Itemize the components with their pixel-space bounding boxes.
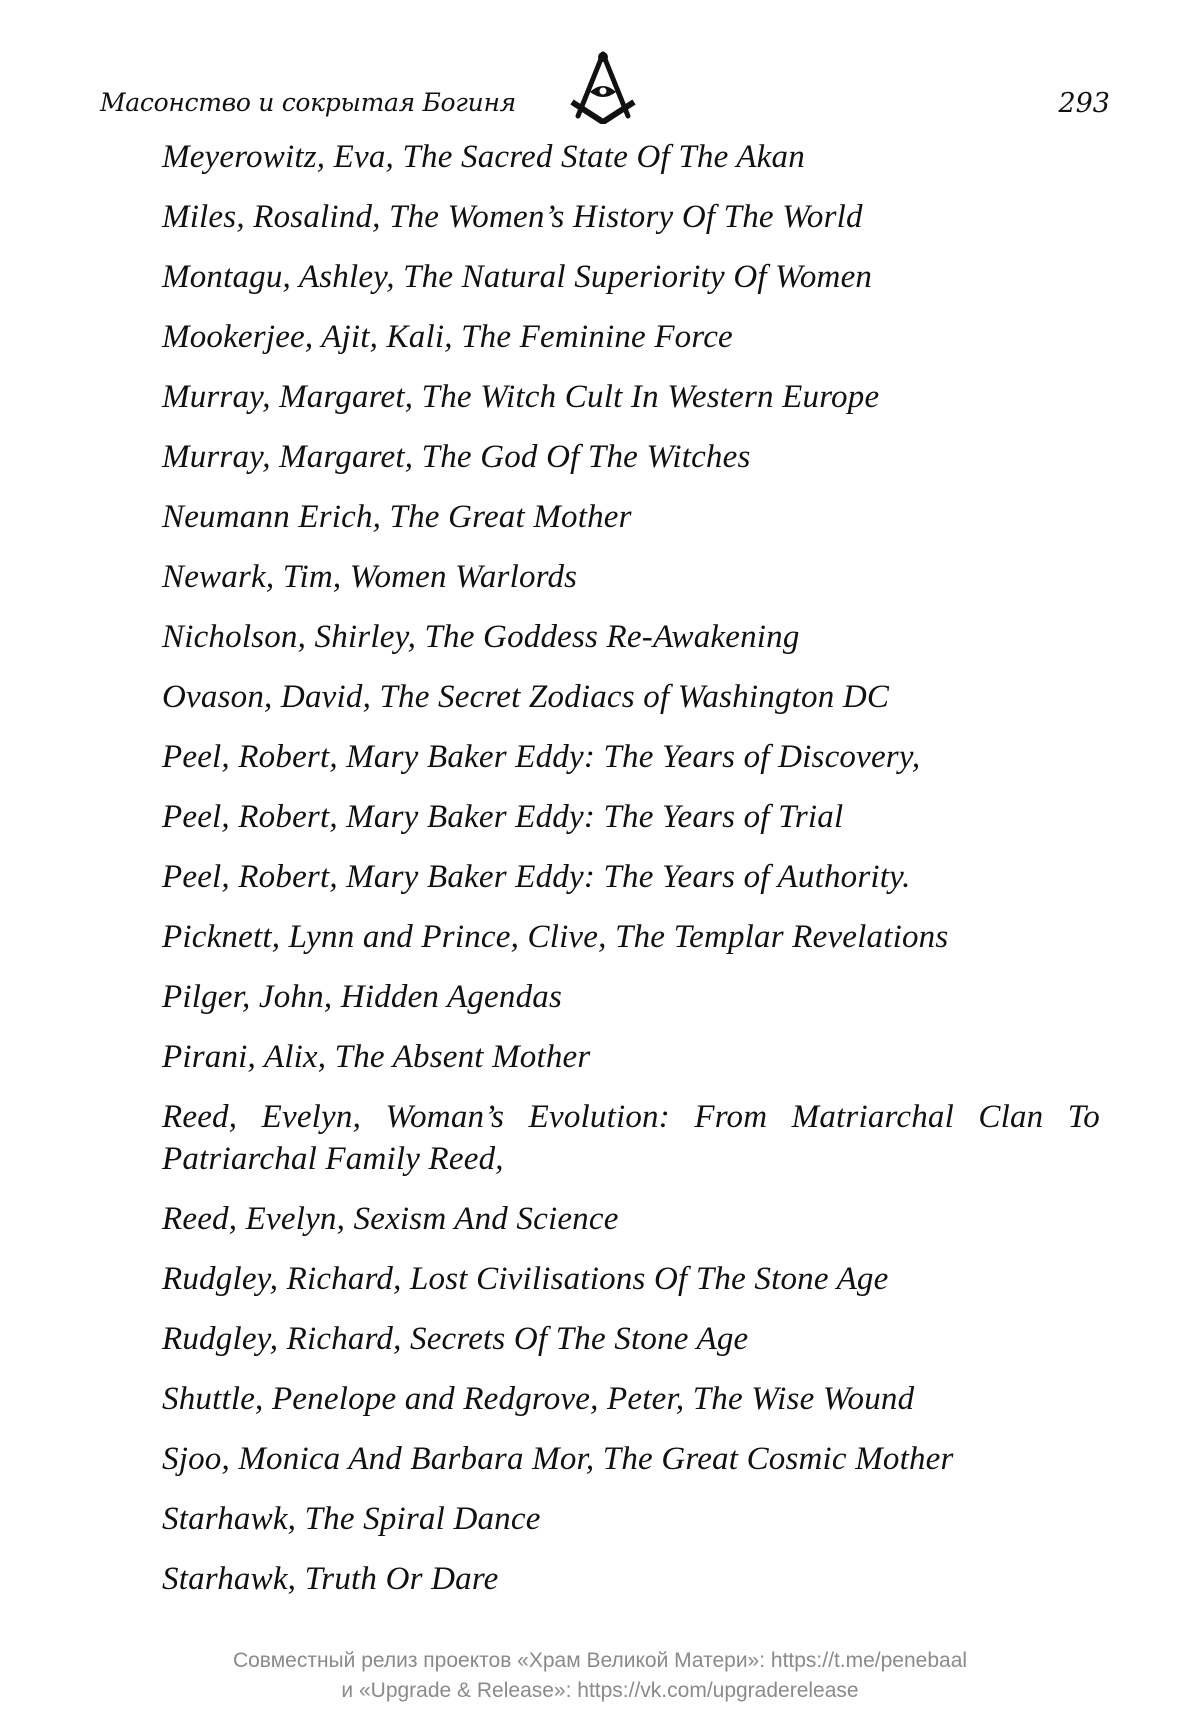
release-footer xyxy=(0,1646,1200,1706)
bibliography-entry: Peel, Robert, Mary Baker Eddy: The Years of Trial xyxy=(162,799,844,835)
bibliography-entry: Ovason, David, The Secret Zodiacs of Washington DC xyxy=(162,679,890,715)
bibliography-list xyxy=(162,136,1100,1618)
bibliography-entry: Rudgley, Richard, Secrets Of The Stone Age xyxy=(162,1321,749,1357)
bibliography-entry: Shuttle, Penelope and Redgrove, Peter, The Wise Wound xyxy=(162,1381,915,1417)
bibliography-entry: Pilger, John, Hidden Agendas xyxy=(162,979,563,1015)
bibliography-entry: Murray, Margaret, The Witch Cult In Western Europe xyxy=(162,379,880,415)
bibliography-entry: Nicholson, Shirley, The Goddess Re-Awakening xyxy=(162,619,800,655)
bibliography-entry: Montagu, Ashley, The Natural Superiority Of Women xyxy=(162,259,873,295)
bibliography-entry: Pirani, Alix, The Absent Mother xyxy=(162,1039,591,1075)
square-and-compass-icon xyxy=(568,50,638,124)
bibliography-entry: Starhawk, Truth Or Dare xyxy=(162,1561,499,1597)
bibliography-entry: Murray, Margaret, The God Of The Witches xyxy=(162,439,751,475)
bibliography-entry: Picknett, Lynn and Prince, Clive, The Templar Revelations xyxy=(162,919,949,955)
bibliography-entry: Mookerjee, Ajit, Kali, The Feminine Force xyxy=(162,319,733,355)
footer-line-1: Совместный релиз проектов «Храм Великой Матери»: https://t.me/penebaal xyxy=(232,1649,968,1672)
bibliography-entry: Meyerowitz, Eva, The Sacred State Of The Akan xyxy=(162,139,805,175)
bibliography-entry: Reed, Evelyn, Sexism And Science xyxy=(162,1201,619,1237)
bibliography-entry: Neumann Erich, The Great Mother xyxy=(162,499,632,535)
bibliography-entry: Rudgley, Richard, Lost Civilisations Of The Stone Age xyxy=(162,1261,889,1297)
bibliography-entry: Sjoo, Monica And Barbara Mor, The Great Cosmic Mother xyxy=(162,1441,954,1477)
bibliography-entry: Reed, Evelyn, Woman’s Evolution: From Matriarchal Clan To Patriarchal Family Reed, xyxy=(162,1099,1100,1177)
bibliography-entry: Newark, Tim, Women Warlords xyxy=(162,559,578,595)
bibliography-entry: Peel, Robert, Mary Baker Eddy: The Years of Discovery, xyxy=(162,739,921,775)
page-header xyxy=(0,0,1200,130)
page-number: 293 xyxy=(1058,88,1110,119)
running-title: Масонство и сокрытая Богиня xyxy=(100,88,516,117)
footer-line-2: и «Upgrade & Release»: https://vk.com/upgraderelease xyxy=(341,1679,859,1702)
bibliography-entry: Starhawk, The Spiral Dance xyxy=(162,1501,541,1537)
bibliography-entry: Peel, Robert, Mary Baker Eddy: The Years of Authority. xyxy=(162,859,911,895)
bibliography-entry: Miles, Rosalind, The Women’s History Of The World xyxy=(162,199,863,235)
